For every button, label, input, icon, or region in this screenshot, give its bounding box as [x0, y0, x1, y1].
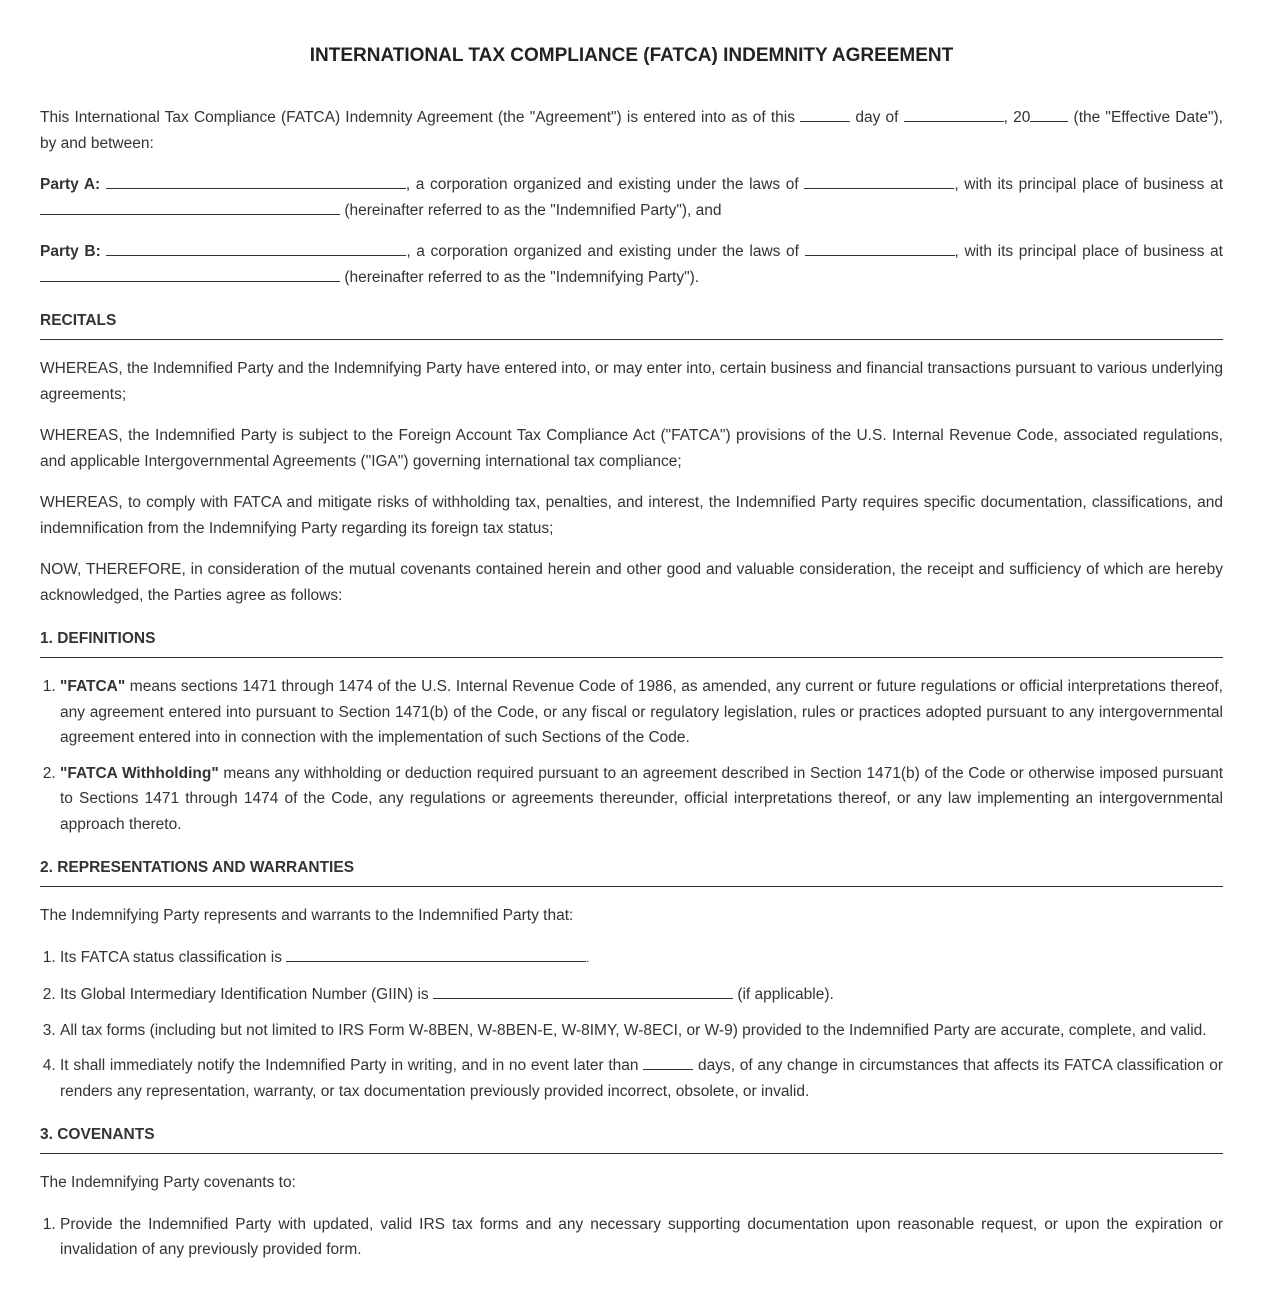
party-b-address-blank[interactable]: [40, 281, 340, 282]
rep-2-text: Its Global Intermediary Identification Number (GIIN) is: [60, 986, 429, 1003]
party-b-text-2: , with its principal place of business at: [954, 243, 1223, 260]
representations-intro: The Indemnifying Party represents and warrants to the Indemnified Party that:: [40, 907, 574, 924]
definition-item: [60, 674, 1223, 751]
rep-2-end: (if applicable).: [737, 986, 834, 1003]
covenants-intro: The Indemnifying Party covenants to:: [40, 1174, 296, 1191]
party-b-text-3: (hereinafter referred to as the "Indemnifying Party").: [344, 268, 700, 286]
intro-text-2: day of: [855, 109, 899, 126]
recitals-section: [40, 308, 1223, 608]
rep-1-end: .: [586, 952, 590, 965]
representation-item: 3. All tax forms (including but not limited to IRS Form W-8BEN, W-8BEN-E, W-8IMY, W-8ECI, or W-9) provided to the Indemnified Party are accurate, complete, and valid.: [60, 1018, 1223, 1044]
party-b-jurisdiction-blank[interactable]: [805, 255, 955, 256]
recital-paragraph: NOW, THEREFORE, in consideration of the mutual covenants contained herein and other good and valuable consideration, the receipt and sufficiency of which are hereby acknowledged, the Parties agree as follows:: [40, 561, 1223, 604]
party-b-paragraph: [40, 239, 1223, 290]
document-title: INTERNATIONAL TAX COMPLIANCE (FATCA) INDEMNITY AGREEMENT: [309, 45, 954, 66]
recital-paragraph: WHEREAS, the Indemnified Party and the Indemnifying Party have entered into, or may enter into, certain business and financial transactions pursuant to various underlying agreements;: [40, 360, 1223, 403]
notice-days-blank[interactable]: [643, 1069, 693, 1070]
representations-list: [40, 945, 1223, 1105]
giin-blank[interactable]: [433, 998, 733, 999]
definition-term: "FATCA Withholding": [60, 764, 219, 782]
party-b-label: Party B:: [40, 243, 101, 260]
covenants-section: [40, 1122, 1223, 1263]
recital-paragraph: WHEREAS, the Indemnified Party is subject to the Foreign Account Tax Compliance Act ("FATCA") provisions of the U.S. Internal Revenue Code, associated regulations, and applicable Intergovernmental Agreements ("IGA") governing international tax compliance;: [40, 427, 1223, 470]
year-blank[interactable]: [1030, 121, 1068, 122]
recital-paragraph: WHEREAS, to comply with FATCA and mitigate risks of withholding tax, penalties, and interest, the Indemnified Party requires specific documentation, classifications, and indemnification from the Indemnifying Party regarding its foreign tax status;: [40, 494, 1223, 537]
party-a-name-blank[interactable]: [106, 188, 406, 189]
rep-4-text-1: It shall immediately notify the Indemnified Party in writing, and in no event later than: [60, 1057, 639, 1074]
section-divider: [40, 886, 1223, 887]
definitions-section: [40, 626, 1223, 837]
representations-section: [40, 855, 1223, 1104]
covenants-list: [40, 1212, 1223, 1263]
rep-4-text-2: days, of any change in circumstances that affects its FATCA classification or renders any representation, warranty, or tax documentation previously provided incorrect, obsolete, or invalid.: [60, 1057, 1223, 1100]
day-blank[interactable]: [800, 121, 850, 122]
covenant-item: 1. Provide the Indemnified Party with updated, valid IRS tax forms and any necessary supporting documentation upon reasonable request, or upon the expiration or invalidation of any previously provided form.: [60, 1212, 1223, 1263]
definitions-heading: 1. DEFINITIONS: [40, 630, 156, 647]
intro-text-4: (the "Effective Date"), by and between:: [40, 109, 1223, 152]
representation-item: [60, 1053, 1223, 1104]
party-b-name-blank[interactable]: [106, 255, 406, 256]
section-divider: [40, 339, 1223, 340]
party-a-jurisdiction-blank[interactable]: [804, 188, 954, 189]
fatca-status-blank[interactable]: [286, 961, 586, 962]
party-b-text-1: , a corporation organized and existing under the laws of: [406, 243, 799, 260]
representation-item: [60, 982, 1223, 1008]
definition-item: [60, 761, 1223, 838]
covenants-heading: 3. COVENANTS: [40, 1126, 155, 1143]
definitions-list: [40, 674, 1223, 837]
section-divider: [40, 1153, 1223, 1154]
recitals-heading: RECITALS: [40, 312, 117, 329]
rep-1-text: Its FATCA status classification is: [60, 948, 282, 966]
party-a-text-1: , a corporation organized and existing under the laws of: [405, 176, 799, 193]
party-a-text-2: , with its principal place of business at: [954, 176, 1223, 193]
party-a-paragraph: [40, 172, 1223, 223]
section-divider: [40, 657, 1223, 658]
party-a-text-3: (hereinafter referred to as the "Indemnified Party"), and: [344, 201, 722, 219]
representations-heading: 2. REPRESENTATIONS AND WARRANTIES: [40, 859, 355, 876]
intro-text-3: , 20: [1003, 109, 1031, 126]
intro-text-1: This International Tax Compliance (FATCA) Indemnity Agreement (the "Agreement") is entered into as of this: [40, 109, 795, 126]
representation-item: [60, 945, 1223, 973]
definition-text: means any withholding or deduction required pursuant to an agreement described in Section 1471(b) of the Code or otherwise imposed pursuant to Sections 1471 through 1474 of the Code, any regulations or agreements thereunder, official interpretations thereof, or any law implementing an intergovernmental approach thereto.: [60, 764, 1223, 833]
definition-text: means sections 1471 through 1474 of the U.S. Internal Revenue Code of 1986, as amended, any current or future regulations or official interpretations thereof, any agreement entered into pursuant to Section 1471(b) of the Code, or any fiscal or regulatory legislation, rules or practices adopted pursuant to any intergovernmental agreement entered into in connection with the implementation of such Sections of the Code.: [60, 678, 1223, 746]
effective-date-paragraph: [40, 105, 1223, 156]
party-a-label: Party A:: [40, 176, 101, 193]
month-blank[interactable]: [904, 121, 1004, 122]
definition-term: "FATCA": [60, 678, 126, 695]
party-a-address-blank[interactable]: [40, 214, 340, 215]
